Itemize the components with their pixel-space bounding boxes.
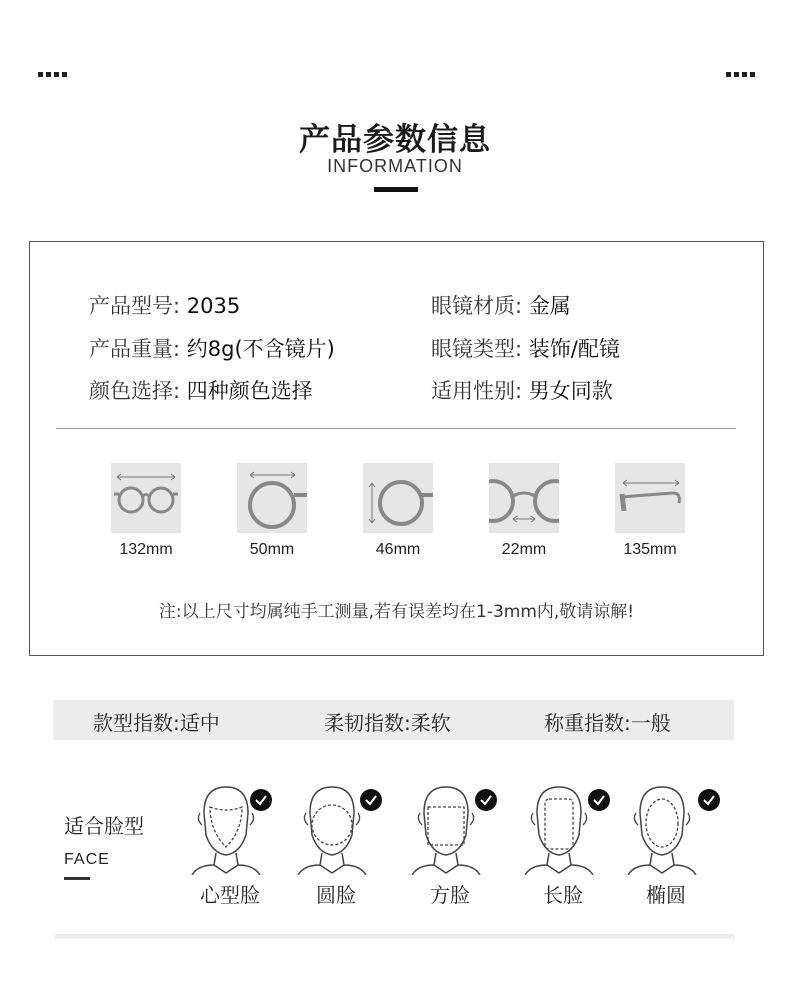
measure-value: 22mm	[501, 541, 547, 558]
face-name: 椭圆	[646, 883, 686, 907]
spec-value: 约8g(不含镜片)	[186, 337, 335, 361]
spec-panel	[29, 241, 764, 656]
measure-temple-length	[590, 463, 710, 559]
face-oval	[616, 783, 716, 913]
check-icon	[588, 789, 610, 811]
measure-lens-width	[212, 463, 332, 559]
face-section-subtitle: FACE	[64, 851, 110, 868]
weight-index: 称重指数:一般	[544, 711, 671, 735]
check-icon	[360, 789, 382, 811]
right-dots-decoration	[726, 72, 755, 77]
check-icon	[698, 789, 720, 811]
spec-value: 四种颜色选择	[186, 379, 313, 403]
left-dots-decoration	[38, 72, 67, 77]
style-index: 款型指数:适中	[93, 711, 220, 735]
face-name: 方脸	[430, 883, 470, 907]
face-name: 长脸	[543, 883, 583, 907]
spec-value: 2035	[186, 294, 241, 318]
check-icon	[250, 789, 272, 811]
measure-frame-width	[86, 463, 206, 559]
face-heart	[180, 783, 280, 913]
frame-width-icon	[111, 463, 181, 533]
face-name: 圆脸	[316, 883, 356, 907]
measurement-note: 注:以上尺寸均属纯手工测量,若有误差均在1-3mm内,敬请谅解!	[158, 602, 635, 622]
spec-model	[89, 290, 240, 320]
spec-type	[431, 333, 620, 363]
face-section-title: 适合脸型	[64, 814, 144, 838]
spec-label: 产品型号:	[89, 294, 187, 318]
long-face-icon	[521, 783, 597, 875]
square-face-icon	[408, 783, 484, 875]
measure-value: 50mm	[249, 541, 295, 558]
spec-label: 眼镜类型:	[431, 337, 529, 361]
spec-value: 装饰/配镜	[528, 337, 620, 361]
measure-bridge-width	[464, 463, 584, 559]
spec-label: 产品重量:	[89, 337, 187, 361]
index-bar	[53, 700, 734, 740]
lens-height-icon	[363, 463, 433, 533]
round-face-icon	[294, 783, 370, 875]
bottom-divider	[55, 934, 735, 939]
face-name: 心型脸	[200, 883, 260, 907]
oval-face-icon	[624, 783, 700, 875]
lens-width-icon	[237, 463, 307, 533]
page-subtitle: INFORMATION	[327, 156, 463, 176]
measure-value: 132mm	[119, 541, 173, 558]
measure-value: 46mm	[375, 541, 421, 558]
spec-color	[89, 375, 313, 405]
spec-label: 颜色选择:	[89, 379, 187, 403]
page-title: 产品参数信息	[299, 122, 491, 158]
spec-divider	[56, 428, 736, 429]
spec-label: 眼镜材质:	[431, 294, 529, 318]
check-icon	[475, 789, 497, 811]
face-round	[286, 783, 386, 913]
flex-index: 柔韧指数:柔软	[324, 711, 451, 735]
bridge-width-icon	[489, 463, 559, 533]
spec-value: 男女同款	[528, 379, 613, 403]
spec-weight	[89, 333, 335, 363]
measure-lens-height	[338, 463, 458, 559]
temple-length-icon	[615, 463, 685, 533]
spec-gender	[431, 375, 613, 405]
face-long	[513, 783, 613, 913]
title-underline	[374, 187, 418, 192]
spec-material	[431, 290, 571, 320]
spec-value: 金属	[528, 294, 571, 318]
face-square	[400, 783, 500, 913]
face-section-underline	[64, 877, 90, 880]
measure-value: 135mm	[623, 541, 677, 558]
spec-label: 适用性别:	[431, 379, 529, 403]
